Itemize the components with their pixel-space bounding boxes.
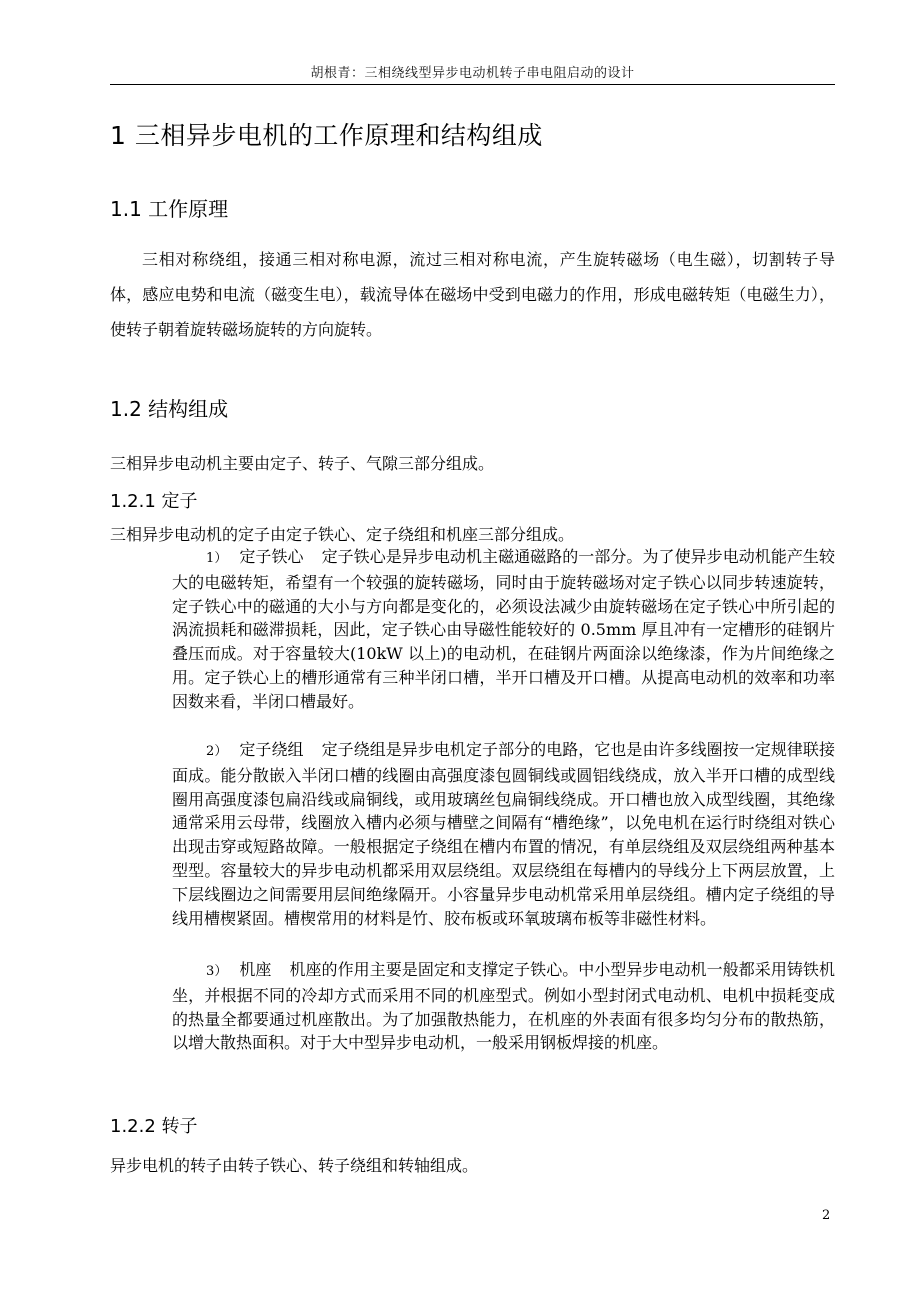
- paragraph-stator-intro: 三相异步电动机的定子由定子铁心、定子绕组和机座三部分组成。: [110, 525, 575, 544]
- list-item-term: 机座: [239, 960, 272, 979]
- list-item-number: 3）: [206, 964, 228, 979]
- chapter-title: 1 三相异步电机的工作原理和结构组成: [110, 121, 543, 150]
- list-item-term: 定子绕组: [239, 740, 304, 759]
- list-item-number: 1）: [206, 551, 228, 566]
- list-item-stator-core: [172, 545, 835, 714]
- section-title-1-2-2: 1.2.2 转子: [110, 1116, 198, 1137]
- list-item-text: 定子绕组是异步电机定子部分的电路，它也是由许多线圈按一定规律联接面成。能分散嵌入半闭口槽的线圈由高强度漆包圆铜线或圆铝线绕成，放入半开口槽的成型线圈用高强度漆包扁沿线或扁铜线，或用玻璃丝包扁铜线绕成。开口槽也放入成型线圈，其绝缘通常采用云母带，线圈放入槽内必须与槽壁之间隔有“槽绝缘”，以免电机在运行时绕组对铁心出现击穿或短路故障。一般根据定子绕组在槽内布置的情况，有单层绕组及双层绕组两种基本型型。容量较大的异步电动机都采用双层绕组。双层绕组在每槽内的导线分上下两层放置，上下层线圈边之间需要用层间绝缘隔开。小容量异步电动机常采用单层绕组。槽内定子绕组的导线用槽楔紧固。槽楔常用的材料是竹、胶布板或环氧玻璃布板等非磁性材料。: [172, 740, 835, 928]
- paragraph-structure-intro: 三相异步电动机主要由定子、转子、气隙三部分组成。: [110, 454, 495, 473]
- paragraph-rotor-intro: 异步电机的转子由转子铁心、转子绕组和转轴组成。: [110, 1156, 479, 1175]
- list-item-stator-winding: [172, 738, 835, 930]
- page-number: 2: [822, 1208, 831, 1223]
- list-item-text: 机座的作用主要是固定和支撑定子铁心。中小型异步电动机一般都采用铸铁机坐，并根据不同的冷却方式而采用不同的机座型式。例如小型封闭式电动机、电机中损耗变成的热量全都要通过机座散出。为了加强散热能力，在机座的外表面有很多均匀分布的散热筋，以增大散热面积。对于大中型异步电动机，一般采用钢板焊接的机座。: [172, 960, 835, 1053]
- list-item-number: 2）: [206, 744, 228, 759]
- header-rule: [110, 84, 835, 85]
- section-title-1-1: 1.1 工作原理: [110, 197, 229, 221]
- section-title-1-2-1: 1.2.1 定子: [110, 491, 198, 512]
- list-item-frame: [172, 958, 835, 1055]
- section-title-1-2: 1.2 结构组成: [110, 397, 229, 421]
- running-header: 胡根青：三相绕线型异步电动机转子串电阻启动的设计: [310, 66, 635, 81]
- list-item-term: 定子铁心: [239, 547, 304, 566]
- paragraph-working-principle: 三相对称绕组，接通三相对称电源，流过三相对称电流，产生旋转磁场（电生磁），切割转子导体，感应电势和电流（磁变生电），载流导体在磁场中受到电磁力的作用，形成电磁转矩（电磁生力），使转子朝着旋转磁场旋转的方向旋转。: [110, 250, 835, 339]
- list-item-text: 定子铁心是异步电动机主磁通磁路的一部分。为了使异步电动机能产生较大的电磁转矩，希望有一个较强的旋转磁场，同时由于旋转磁场对定子铁心以同步转速旋转，定子铁心中的磁通的大小与方向都是变化的，必须设法减少由旋转磁场在定子铁心中所引起的涡流损耗和磁滞损耗，因此，定子铁心由导磁性能较好的 0.5mm 厚且冲有一定槽形的硅钢片叠压而成。对于容量较大(10kW 以上)的电动机，在硅钢片两面涂以绝缘漆，作为片间绝缘之用。定子铁心上的槽形通常有三种半闭口槽，半开口槽及开口槽。从提高电动机的效率和功率因数来看，半闭口槽最好。: [172, 547, 835, 711]
